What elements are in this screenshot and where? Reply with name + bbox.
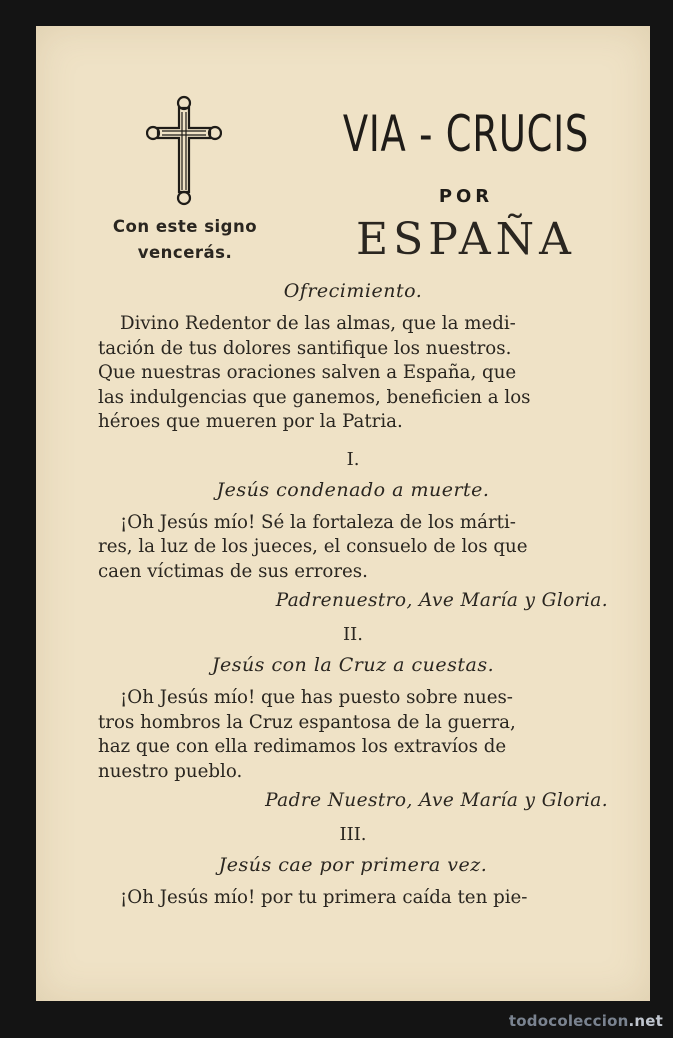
motto-line-2: vencerás. [137,243,233,262]
title-country: ESPAÑA [356,214,576,265]
text-line: ¡Oh Jesús mío! Sé la fortaleza de los márti- [120,511,516,533]
card-header [36,26,650,296]
text-line: Divino Redentor de las almas, que la medi- [120,313,516,334]
station-3-title: Jesús cae por primera vez. [218,854,488,876]
station-3-numeral: III. [339,824,367,845]
text-line: ¡Oh Jesús mío! por tu primera caída ten pie- [120,887,528,908]
watermark-brand: todocoleccion [508,1012,629,1030]
text-line: haz que con ella redimamos los extravíos de [98,736,507,757]
station-1-paragraph [98,511,608,585]
watermark-tld: .net [628,1012,663,1030]
text-line: Que nuestras oraciones salven a España, que [98,362,517,383]
station-2-prayer: Padre Nuestro, Ave María y Gloria. [265,790,608,811]
station-3-paragraph [98,886,608,911]
station-1-numeral: I. [346,448,360,470]
title-por: POR [438,186,494,207]
text-line: tación de tus dolores santifique los nuestros. [98,337,512,359]
text-line: nuestro pueblo. [98,760,243,782]
motto-line-1: Con este signo [112,217,258,236]
text-line: ¡Oh Jesús mío! que has puesto sobre nues- [120,687,513,708]
text-line: héroes que mueren por la Patria. [98,411,403,432]
station-2-paragraph [98,686,608,784]
text-line: las indulgencias que ganemos, beneficien a los [98,386,531,408]
prayer-card [36,26,650,1001]
page-title: VIA - CRUCIS [342,105,590,163]
station-1-prayer: Padrenuestro, Ave María y Gloria. [275,590,608,611]
watermark-logo [509,1012,663,1030]
station-1-title: Jesús condenado a muerte. [216,478,490,501]
motto [96,214,274,266]
prayer-text [98,278,608,911]
offering-paragraph [98,312,608,435]
station-2-title: Jesús con la Cruz a cuestas. [211,654,495,676]
offering-heading: Ofrecimiento. [283,280,423,302]
text-line: res, la luz de los jueces, el consuelo de los que [98,536,528,557]
cross-bottony-icon [146,94,222,206]
text-line: caen víctimas de sus errores. [98,560,368,582]
station-2-numeral: II. [343,624,363,645]
text-line: tros hombros la Cruz espantosa de la guerra, [98,711,516,733]
